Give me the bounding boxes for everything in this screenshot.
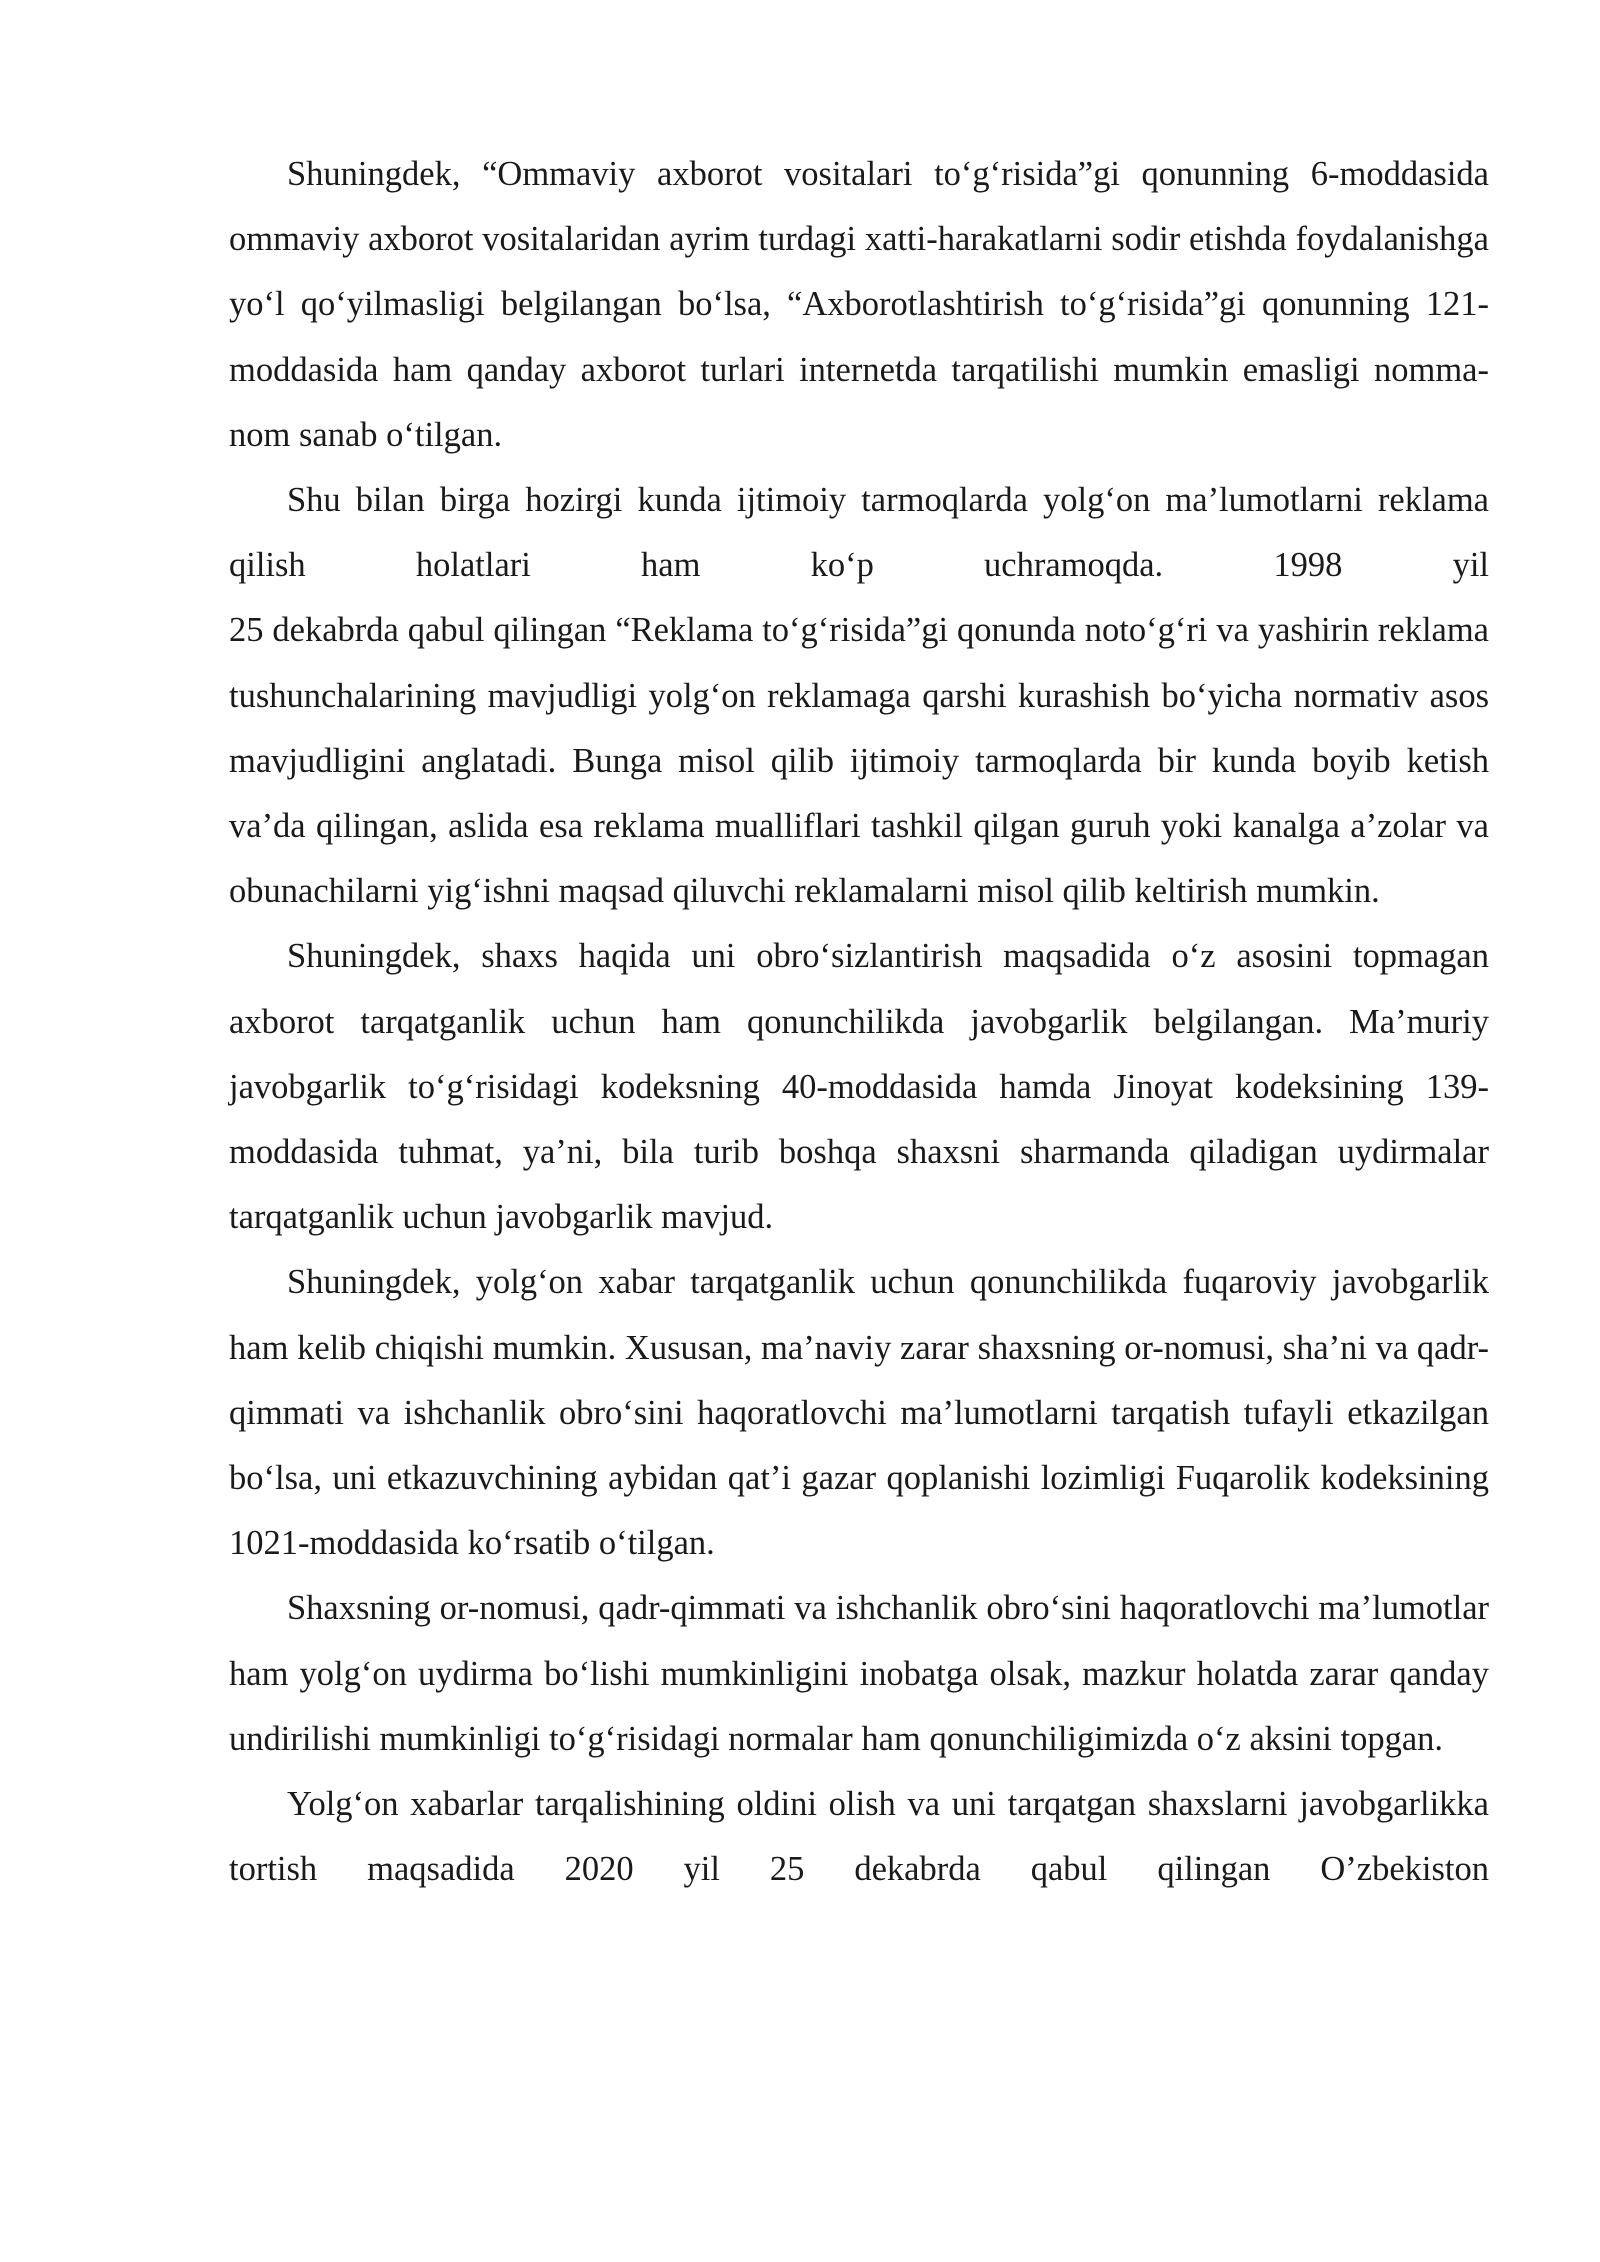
paragraph-2 [229,468,1489,924]
paragraph-2-forced-line: Shu bilan birga hozirgi kunda ijtimoiy tarmoqlarda yolg‘on ma’lumotlarni reklama qilish holatlari ham ko‘p uchramoqda. 1998 yil [229,481,1489,585]
document-body [229,142,1489,1902]
paragraph-3: Shuningdek, shaxs haqida uni obro‘sizlantirish maqsadida o‘z asosini topmagan axborot tarqatganlik uchun ham qonunchilikda javobgarlik belgilangan. Ma’muriy javobgarlik to‘g‘risidagi kodeksning 40-moddasida hamda Jinoyat kodeksining 139-moddasida tuhmat, ya’ni, bila turib boshqa shaxsni sharmanda qiladigan uydirmalar tarqatganlik uchun javobgarlik mavjud. [229,937,1489,1237]
paragraph-6: Yolg‘on xabarlar tarqalishining oldini olish va uni tarqatgan shaxslarni javobgarlikka tortish maqsadida 2020 yil 25 dekabrda qabul qilingan O’zbekiston [229,1785,1489,1889]
paragraph-1: Shuningdek, “Ommaviy axborot vositalari to‘g‘risida”gi qonunning 6-moddasida ommaviy axborot vositalaridan ayrim turdagi xatti-harakatlarni sodir etishda foydalanishga yo‘l qo‘yilmasligi belgilangan bo‘lsa, “Axborotlashtirish to‘g‘risida”gi qonunning 121-moddasida ham qanday axborot turlari internetda tarqatilishi mumkin emasligi nomma-nom sanab o‘tilgan. [229,155,1489,454]
paragraph-4: Shuningdek, yolg‘on xabar tarqatganlik uchun qonunchilikda fuqaroviy javobgarlik ham kelib chiqishi mumkin. Xususan, ma’naviy zarar shaxsning or-nomusi, sha’ni va qadr-qimmati va ishchanlik obro‘sini haqoratlovchi ma’lumotlarni tarqatish tufayli etkazilgan bo‘lsa, uni etkazuvchining aybidan qat’i gazar qoplanishi lozimligi Fuqarolik kodeksining 1021-moddasida ko‘rsatib o‘tilgan. [229,1263,1489,1563]
paragraph-5: Shaxsning or-nomusi, qadr-qimmati va ishchanlik obro‘sini haqoratlovchi ma’lumotlar ham yolg‘on uydirma bo‘lishi mumkinligini inobatga olsak, mazkur holatda zarar qanday undirilishi mumkinligi to‘g‘risidagi normalar ham qonunchiligimizda o‘z aksini topgan. [229,1589,1489,1758]
paragraph-2-rest: 25 dekabrda qabul qilingan “Reklama to‘g‘risida”gi qonunda noto‘g‘ri va yashirin reklama tushunchalarining mavjudligi yolg‘on reklamaga qarshi kurashish bo‘yicha normativ asos mavjudligini anglatadi. Bunga misol qilib ijtimoiy tarmoqlarda bir kunda boyib ketish va’da qilingan, aslida esa reklama mualliflari tashkil qilgan guruh yoki kanalga a’zolar va obunachilarni yig‘ishni maqsad qiluvchi reklamalarni misol qilib keltirish mumkin. [229,611,1489,911]
